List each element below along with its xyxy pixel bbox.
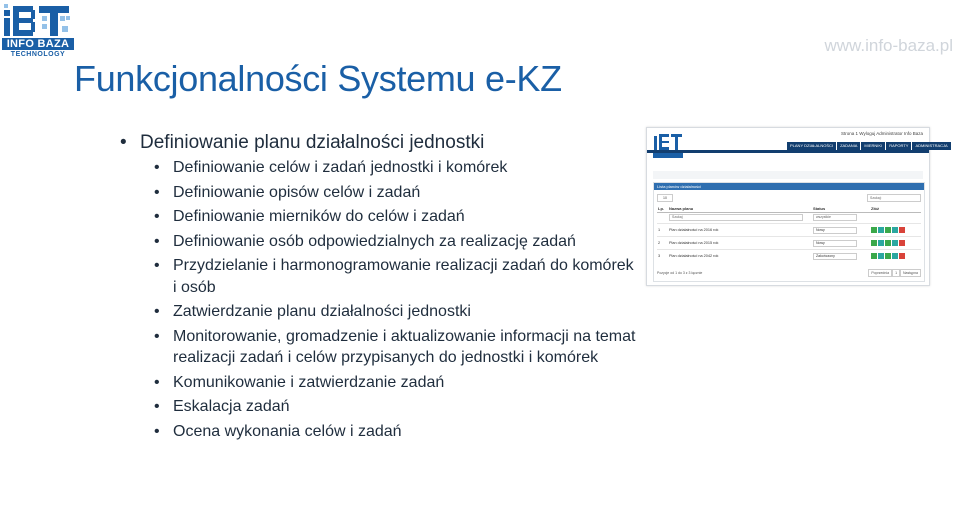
bullet-item: • Eskalacja zadań <box>120 396 640 418</box>
status-filter-select[interactable]: wszystkie <box>813 214 857 221</box>
logo-text-technology: TECHNOLOGY <box>10 51 66 58</box>
delete-icon[interactable] <box>899 253 905 259</box>
row-name: Plan działalności na 2042 rok <box>669 254 719 258</box>
row-status-select[interactable]: Nowy <box>813 240 857 247</box>
copy-icon[interactable] <box>892 227 898 233</box>
nav-item[interactable]: ZADANIA <box>837 142 860 150</box>
confirm-icon[interactable] <box>871 253 877 259</box>
search-input[interactable]: Szukaj: <box>867 194 921 202</box>
view-icon[interactable] <box>885 227 891 233</box>
header-status[interactable]: Status <box>813 206 826 211</box>
row-status-select[interactable]: Nowy <box>813 227 857 234</box>
confirm-icon[interactable] <box>871 227 877 233</box>
bullet-item: • Definiowanie opisów celów i zadań <box>120 182 640 204</box>
row-actions <box>871 227 906 233</box>
pager-button[interactable]: Poprzednia <box>868 269 892 277</box>
table-row[interactable] <box>657 223 921 236</box>
breadcrumb-bar <box>653 171 923 179</box>
view-icon[interactable] <box>885 240 891 246</box>
page-size-select[interactable]: 10 <box>657 194 673 202</box>
nav-item[interactable]: MIERNIKI <box>861 142 885 150</box>
bullet-item: • Przydzielanie i harmonogramowanie realizacji zadań do komórek i osób <box>120 255 640 298</box>
edit-icon[interactable] <box>878 227 884 233</box>
header-year[interactable]: Złóż <box>871 206 879 211</box>
header-name[interactable]: Nazwa planu <box>669 206 694 211</box>
copy-icon[interactable] <box>892 240 898 246</box>
panel-header <box>654 183 924 190</box>
plans-panel <box>653 182 925 282</box>
table-info: Pozycje od 1 do 3 z 3 łącznie <box>657 271 703 275</box>
pager-button[interactable]: Następna <box>900 269 921 277</box>
panel-title: Lista planów działalności <box>657 184 702 189</box>
view-icon[interactable] <box>885 253 891 259</box>
edit-icon[interactable] <box>878 240 884 246</box>
filter-row <box>657 214 921 221</box>
bullet-item: • Monitorowanie, gromadzenie i aktualizowanie informacji na temat realizacji zadań i celów przypisanych do jednostki i komórek <box>120 326 640 369</box>
delete-icon[interactable] <box>899 227 905 233</box>
bullet-item: • Definiowanie planu działalności jednostki <box>120 131 640 155</box>
table-row[interactable] <box>657 249 921 262</box>
row-lp: 3 <box>658 254 661 258</box>
edit-icon[interactable] <box>878 253 884 259</box>
row-actions <box>871 240 906 246</box>
row-lp: 2 <box>658 241 661 245</box>
nav-bar-strip <box>647 150 929 153</box>
row-status-select[interactable]: Zakończony <box>813 253 857 260</box>
ibt-logo-icon <box>653 132 683 164</box>
nav-item[interactable]: ADMINISTRACJA <box>912 142 950 150</box>
row-name: Plan działalności na 2015 rok <box>669 241 719 245</box>
main-nav <box>787 142 952 150</box>
bullet-list <box>120 131 640 442</box>
table-header <box>657 205 921 213</box>
bullet-item: • Ocena wykonania celów i zadań <box>120 421 640 443</box>
bullet-item: • Komunikowanie i zatwierdzanie zadań <box>120 372 640 394</box>
pager-button[interactable]: 1 <box>892 269 900 277</box>
company-logo <box>2 2 74 58</box>
bullet-item: • Zatwierdzanie planu działalności jednostki <box>120 301 640 323</box>
delete-icon[interactable] <box>899 240 905 246</box>
pagination <box>868 269 921 277</box>
row-actions <box>871 253 906 259</box>
bullet-item: • Definiowanie celów i zadań jednostki i komórek <box>120 157 640 179</box>
row-lp: 1 <box>658 228 661 232</box>
app-header <box>647 128 948 168</box>
header-lp: Lp. <box>658 206 664 211</box>
table-row[interactable] <box>657 236 921 249</box>
nav-item[interactable]: RAPORTY <box>886 142 911 150</box>
logo-text-info-baza: INFO BAZA <box>2 38 74 50</box>
site-url: www.info-baza.pl <box>824 36 953 55</box>
system-screenshot <box>646 127 948 286</box>
confirm-icon[interactable] <box>871 240 877 246</box>
top-links: Strona 1 Wyloguj Administrator Info Baza <box>841 131 923 136</box>
slide-title: Funkcjonalności Systemu e-KZ <box>74 58 562 99</box>
name-filter-input[interactable]: Szukaj <box>669 214 803 221</box>
nav-item[interactable]: PLANY DZIAŁALNOŚCI <box>787 142 836 150</box>
bullet-item: • Definiowanie osób odpowiedzialnych za realizację zadań <box>120 231 640 253</box>
row-name: Plan działalności na 2016 rok <box>669 228 719 232</box>
bullet-item: • Definiowanie mierników do celów i zadań <box>120 206 640 228</box>
ibt-logo-icon <box>2 2 74 38</box>
copy-icon[interactable] <box>892 253 898 259</box>
